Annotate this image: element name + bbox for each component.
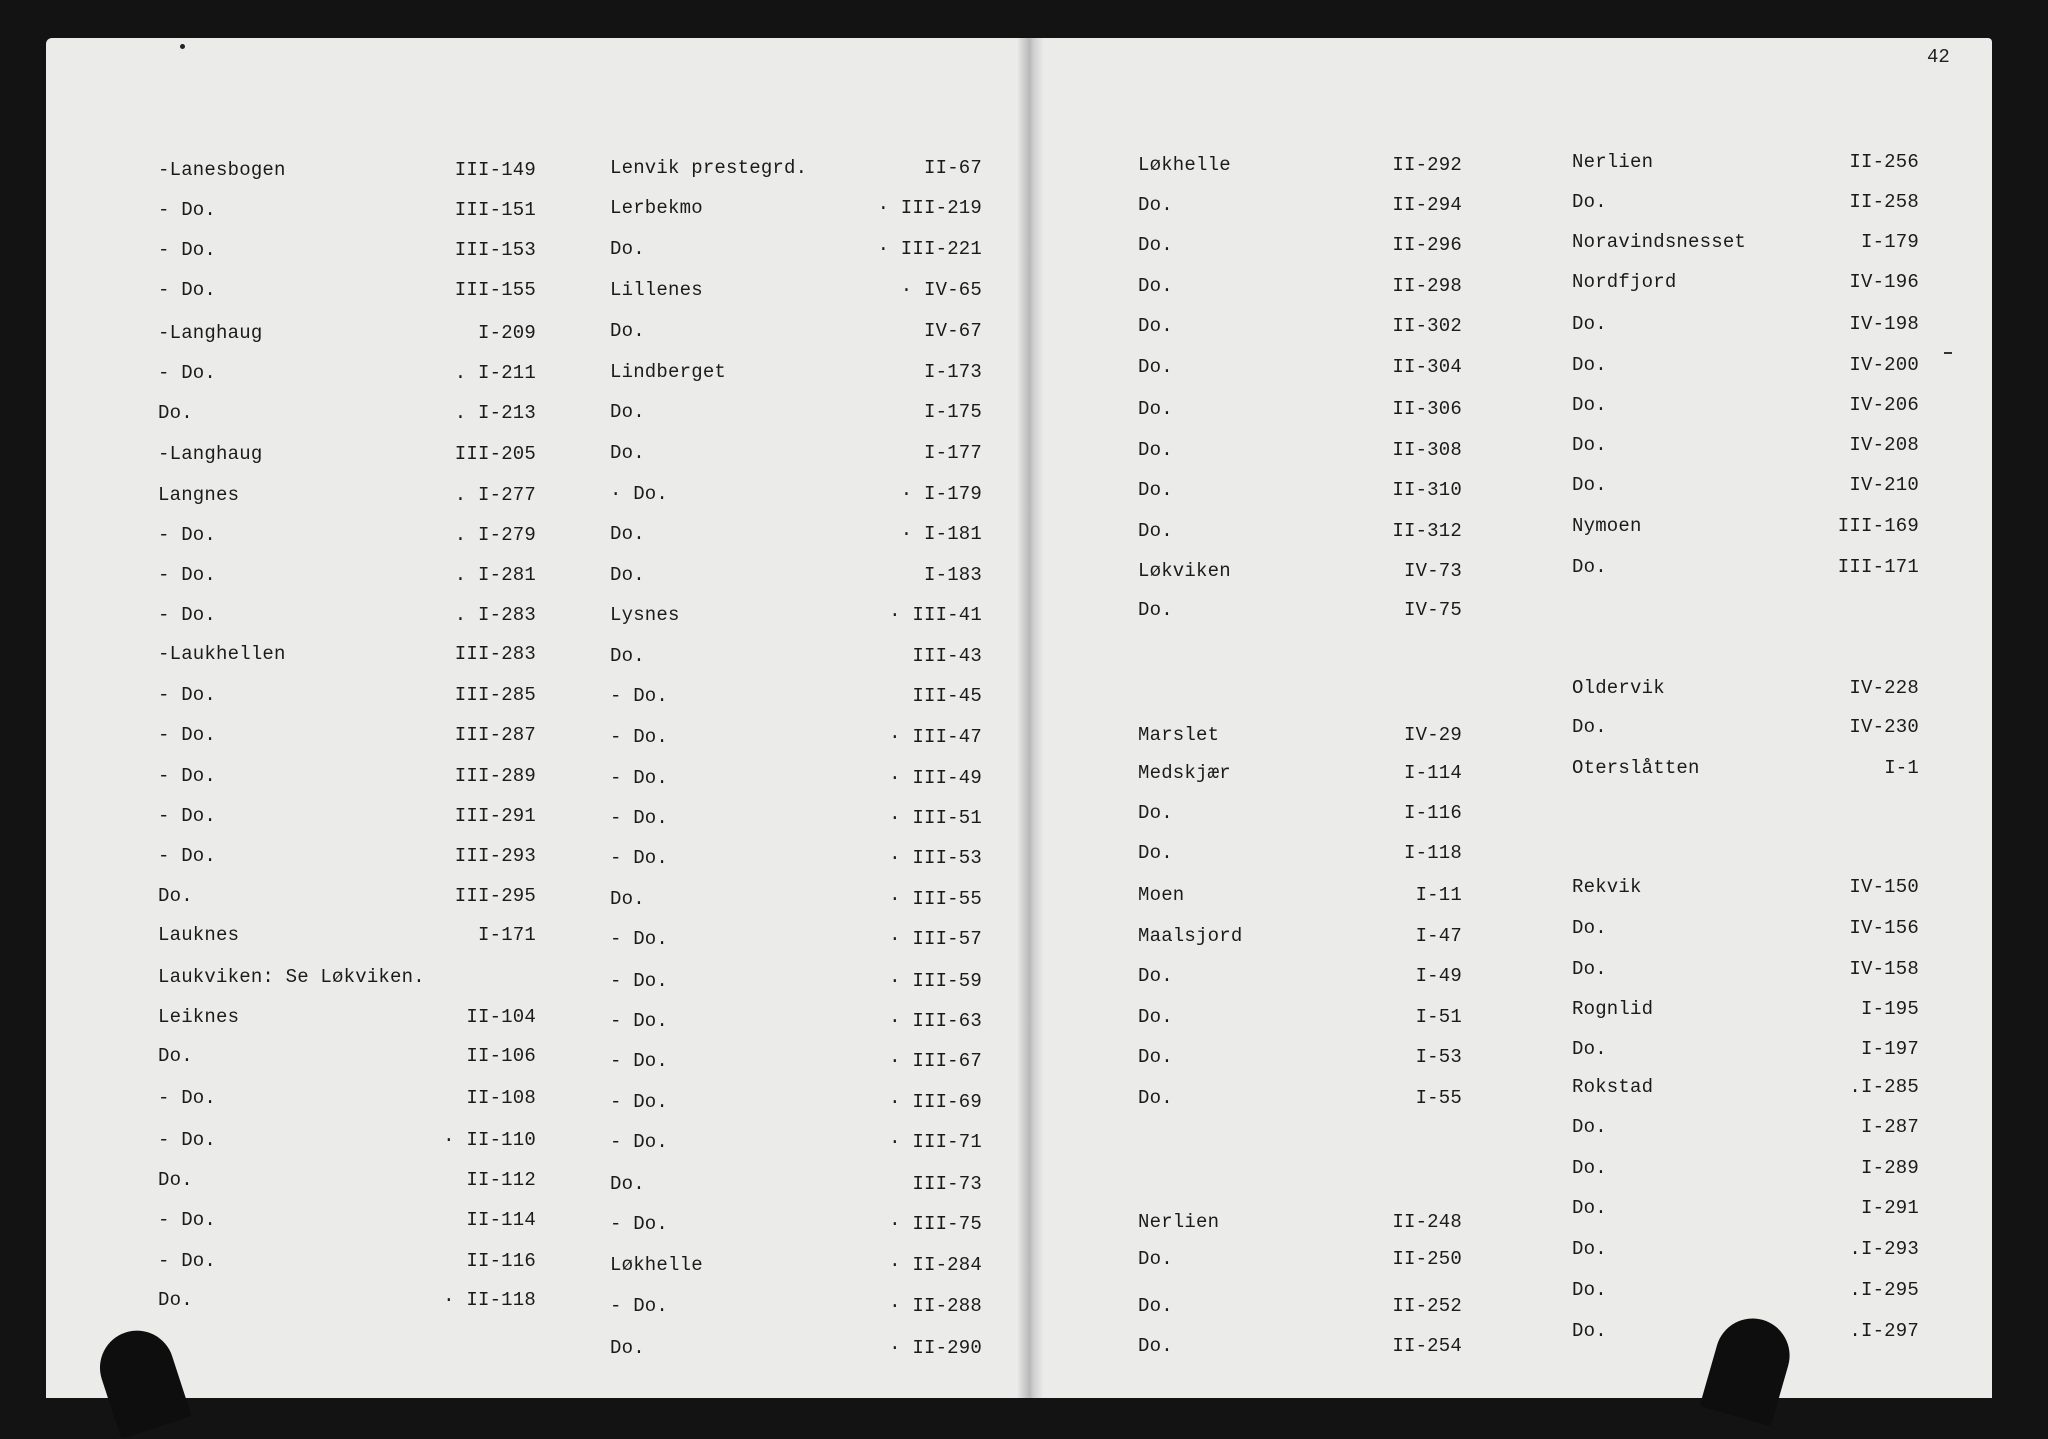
entry-name: Lindberget bbox=[610, 361, 727, 383]
entry-name: -Lanesbogen bbox=[158, 159, 286, 181]
entry-name: Do. bbox=[1138, 398, 1173, 420]
entry-reference: II-114 bbox=[466, 1209, 536, 1231]
entry-reference: · IV-65 bbox=[900, 279, 982, 301]
entry-reference: III-287 bbox=[454, 724, 536, 746]
entry-name: - Do. bbox=[158, 845, 217, 867]
entry-reference: · III-221 bbox=[877, 238, 982, 260]
entry-reference: II-104 bbox=[466, 1006, 536, 1028]
entry-name: Do. bbox=[158, 1169, 193, 1191]
entry-name: - Do. bbox=[610, 847, 669, 869]
entry-name: Do. bbox=[1138, 1046, 1173, 1068]
entry-reference: · III-71 bbox=[889, 1131, 982, 1153]
entry-name: Do. bbox=[158, 885, 193, 907]
entry-reference: · I-179 bbox=[900, 483, 982, 505]
entry-name: Moen bbox=[1138, 884, 1185, 906]
entry-reference: .I-295 bbox=[1849, 1279, 1919, 1301]
entry-name: Lauknes bbox=[158, 924, 240, 946]
entry-reference: . I-279 bbox=[454, 524, 536, 546]
entry-name: - Do. bbox=[158, 805, 217, 827]
entry-name: Lenvik prestegrd. bbox=[610, 157, 808, 179]
entry-name: Do. bbox=[610, 238, 645, 260]
entry-name: Do. bbox=[610, 645, 645, 667]
entry-reference: IV-158 bbox=[1849, 958, 1919, 980]
entry-reference: III-171 bbox=[1837, 556, 1919, 578]
entry-name: Lerbekmo bbox=[610, 197, 703, 219]
entry-name: Do. bbox=[1572, 474, 1607, 496]
entry-reference: II-292 bbox=[1392, 154, 1462, 176]
entry-reference: I-291 bbox=[1860, 1197, 1919, 1219]
entry-name: Do. bbox=[610, 888, 645, 910]
entry-reference: IV-196 bbox=[1849, 271, 1919, 293]
entry-reference: IV-75 bbox=[1403, 599, 1462, 621]
entry-reference: · III-59 bbox=[889, 970, 982, 992]
entry-name: Laukviken: Se Løkviken. bbox=[158, 966, 425, 988]
entry-name: Rokstad bbox=[1572, 1076, 1654, 1098]
entry-name: Do. bbox=[610, 401, 645, 423]
entry-name: - Do. bbox=[610, 1213, 669, 1235]
entry-name: - Do. bbox=[158, 279, 217, 301]
entry-reference: · III-75 bbox=[889, 1213, 982, 1235]
entry-reference: I-49 bbox=[1415, 965, 1462, 987]
entry-reference: I-183 bbox=[923, 564, 982, 586]
entry-reference: . I-211 bbox=[454, 362, 536, 384]
entry-name: Nymoen bbox=[1572, 515, 1642, 537]
entry-reference: IV-67 bbox=[923, 320, 982, 342]
entry-reference: · I-181 bbox=[900, 523, 982, 545]
entry-name: - Do. bbox=[610, 1131, 669, 1153]
entry-name: Do. bbox=[1572, 191, 1607, 213]
entry-name: Do. bbox=[610, 320, 645, 342]
entry-reference: .I-285 bbox=[1849, 1076, 1919, 1098]
entry-reference: II-302 bbox=[1392, 315, 1462, 337]
entry-reference: I-175 bbox=[923, 401, 982, 423]
entry-reference: III-73 bbox=[912, 1173, 982, 1195]
entry-reference: II-308 bbox=[1392, 439, 1462, 461]
entry-name: Do. bbox=[610, 442, 645, 464]
entry-reference: · II-110 bbox=[443, 1129, 536, 1151]
entry-name: Do. bbox=[610, 564, 645, 586]
entry-name: -Langhaug bbox=[158, 443, 263, 465]
entry-reference: III-289 bbox=[454, 765, 536, 787]
entry-reference: II-248 bbox=[1392, 1211, 1462, 1233]
entry-reference: · III-57 bbox=[889, 928, 982, 950]
entry-name: Lillenes bbox=[610, 279, 703, 301]
entry-name: Do. bbox=[1138, 1335, 1173, 1357]
entry-name: Nerlien bbox=[1138, 1211, 1220, 1233]
entry-name: Rognlid bbox=[1572, 998, 1654, 1020]
entry-name: - Do. bbox=[158, 524, 217, 546]
book-gutter bbox=[1018, 38, 1044, 1398]
entry-name: Langnes bbox=[158, 484, 240, 506]
entry-name: - Do. bbox=[158, 1250, 217, 1272]
entry-reference: III-149 bbox=[454, 159, 536, 181]
entry-name: - Do. bbox=[158, 765, 217, 787]
entry-name: Do. bbox=[1138, 315, 1173, 337]
entry-reference: I-287 bbox=[1860, 1116, 1919, 1138]
entry-reference: · III-49 bbox=[889, 767, 982, 789]
entry-reference: IV-206 bbox=[1849, 394, 1919, 416]
entry-reference: I-51 bbox=[1415, 1006, 1462, 1028]
entry-reference: II-108 bbox=[466, 1087, 536, 1109]
entry-reference: II-296 bbox=[1392, 234, 1462, 256]
entry-reference: · II-290 bbox=[889, 1337, 982, 1359]
entry-reference: I-53 bbox=[1415, 1046, 1462, 1068]
entry-reference: II-112 bbox=[466, 1169, 536, 1191]
entry-name: Do. bbox=[1572, 1279, 1607, 1301]
entry-name: Do. bbox=[1572, 1038, 1607, 1060]
entry-name: -Laukhellen bbox=[158, 643, 286, 665]
entry-reference: IV-150 bbox=[1849, 876, 1919, 898]
entry-name: Medskjær bbox=[1138, 762, 1231, 784]
entry-reference: . I-213 bbox=[454, 402, 536, 424]
entry-name: - Do. bbox=[158, 1209, 217, 1231]
ink-dot bbox=[180, 44, 185, 49]
entry-reference: II-312 bbox=[1392, 520, 1462, 542]
entry-reference: III-295 bbox=[454, 885, 536, 907]
entry-name: Do. bbox=[1138, 1295, 1173, 1317]
entry-reference: · III-63 bbox=[889, 1010, 982, 1032]
entry-name: Do. bbox=[1138, 275, 1173, 297]
entry-reference: · III-41 bbox=[889, 604, 982, 626]
entry-reference: . I-277 bbox=[454, 484, 536, 506]
ink-dash bbox=[1944, 352, 1952, 354]
entry-reference: · III-53 bbox=[889, 847, 982, 869]
entry-name: Løkviken bbox=[1138, 560, 1231, 582]
entry-name: - Do. bbox=[610, 1010, 669, 1032]
entry-name: - Do. bbox=[158, 684, 217, 706]
entry-reference: · III-219 bbox=[877, 197, 982, 219]
entry-name: Do. bbox=[1138, 1087, 1173, 1109]
entry-reference: I-11 bbox=[1415, 884, 1462, 906]
entry-reference: II-116 bbox=[466, 1250, 536, 1272]
entry-reference: IV-228 bbox=[1849, 677, 1919, 699]
entry-reference: .I-293 bbox=[1849, 1238, 1919, 1260]
entry-name: Maalsjord bbox=[1138, 925, 1243, 947]
entry-name: Do. bbox=[1572, 1116, 1607, 1138]
entry-reference: I-1 bbox=[1884, 757, 1919, 779]
entry-name: - Do. bbox=[158, 239, 217, 261]
entry-name: Lysnes bbox=[610, 604, 680, 626]
entry-reference: I-55 bbox=[1415, 1087, 1462, 1109]
entry-reference: I-195 bbox=[1860, 998, 1919, 1020]
entry-reference: III-283 bbox=[454, 643, 536, 665]
entry-name: Do. bbox=[1138, 479, 1173, 501]
entry-reference: . I-283 bbox=[454, 604, 536, 626]
entry-name: Do. bbox=[1572, 958, 1607, 980]
entry-name: - Do. bbox=[610, 1091, 669, 1113]
entry-name: Do. bbox=[1572, 1157, 1607, 1179]
entry-name: - Do. bbox=[158, 362, 217, 384]
entry-name: Do. bbox=[1138, 520, 1173, 542]
entry-name: Nerlien bbox=[1572, 151, 1654, 173]
entry-reference: II-306 bbox=[1392, 398, 1462, 420]
entry-name: Do. bbox=[1138, 194, 1173, 216]
entry-reference: · II-118 bbox=[443, 1289, 536, 1311]
entry-reference: · II-288 bbox=[889, 1295, 982, 1317]
entry-name: Do. bbox=[1572, 716, 1607, 738]
entry-reference: III-153 bbox=[454, 239, 536, 261]
entry-name: Do. bbox=[1572, 1320, 1607, 1342]
entry-name: - Do. bbox=[158, 564, 217, 586]
entry-reference: II-250 bbox=[1392, 1248, 1462, 1270]
entry-reference: · III-47 bbox=[889, 726, 982, 748]
entry-name: Marslet bbox=[1138, 724, 1220, 746]
entry-reference: I-114 bbox=[1403, 762, 1462, 784]
entry-reference: II-67 bbox=[923, 157, 982, 179]
entry-name: - Do. bbox=[158, 199, 217, 221]
entry-reference: I-289 bbox=[1860, 1157, 1919, 1179]
entry-name: Do. bbox=[1572, 556, 1607, 578]
entry-name: Do. bbox=[158, 1289, 193, 1311]
entry-name: - Do. bbox=[610, 928, 669, 950]
entry-name: -Langhaug bbox=[158, 322, 263, 344]
entry-name: Do. bbox=[610, 1337, 645, 1359]
entry-reference: I-47 bbox=[1415, 925, 1462, 947]
entry-reference: I-171 bbox=[477, 924, 536, 946]
entry-name: Do. bbox=[1138, 356, 1173, 378]
entry-name: Leiknes bbox=[158, 1006, 240, 1028]
entry-name: Rekvik bbox=[1572, 876, 1642, 898]
entry-reference: II-258 bbox=[1849, 191, 1919, 213]
entry-reference: IV-156 bbox=[1849, 917, 1919, 939]
page-number: 42 bbox=[1927, 46, 1950, 68]
entry-reference: I-116 bbox=[1403, 802, 1462, 824]
entry-name: Do. bbox=[1138, 802, 1173, 824]
entry-name: - Do. bbox=[610, 767, 669, 789]
entry-reference: IV-198 bbox=[1849, 313, 1919, 335]
entry-name: - Do. bbox=[158, 604, 217, 626]
entry-reference: III-169 bbox=[1837, 515, 1919, 537]
entry-reference: I-173 bbox=[923, 361, 982, 383]
entry-reference: · III-69 bbox=[889, 1091, 982, 1113]
entry-name: Løkhelle bbox=[1138, 154, 1231, 176]
entry-reference: · III-51 bbox=[889, 807, 982, 829]
entry-reference: III-205 bbox=[454, 443, 536, 465]
entry-reference: III-45 bbox=[912, 685, 982, 707]
entry-name: - Do. bbox=[610, 685, 669, 707]
entry-reference: . I-281 bbox=[454, 564, 536, 586]
entry-name: - Do. bbox=[158, 724, 217, 746]
entry-name: - Do. bbox=[610, 1050, 669, 1072]
entry-name: Do. bbox=[1138, 842, 1173, 864]
entry-name: Do. bbox=[1572, 354, 1607, 376]
entry-reference: I-118 bbox=[1403, 842, 1462, 864]
entry-name: - Do. bbox=[610, 807, 669, 829]
entry-name: Do. bbox=[1138, 599, 1173, 621]
entry-name: Oldervik bbox=[1572, 677, 1665, 699]
entry-name: Oterslåtten bbox=[1572, 757, 1700, 779]
entry-name: Do. bbox=[158, 402, 193, 424]
entry-reference: II-310 bbox=[1392, 479, 1462, 501]
entry-reference: I-179 bbox=[1860, 231, 1919, 253]
entry-name: Do. bbox=[1138, 234, 1173, 256]
entry-reference: III-285 bbox=[454, 684, 536, 706]
entry-name: - Do. bbox=[158, 1087, 217, 1109]
entry-name: Noravindsnesset bbox=[1572, 231, 1747, 253]
entry-name: Do. bbox=[1572, 917, 1607, 939]
entry-reference: II-304 bbox=[1392, 356, 1462, 378]
entry-name: Do. bbox=[1572, 1197, 1607, 1219]
entry-reference: IV-29 bbox=[1403, 724, 1462, 746]
entry-name: - Do. bbox=[158, 1129, 217, 1151]
entry-name: Do. bbox=[1572, 434, 1607, 456]
entry-name: - Do. bbox=[610, 1295, 669, 1317]
entry-name: Nordfjord bbox=[1572, 271, 1677, 293]
entry-name: Do. bbox=[610, 523, 645, 545]
entry-reference: III-293 bbox=[454, 845, 536, 867]
entry-name: Do. bbox=[1138, 965, 1173, 987]
entry-reference: II-252 bbox=[1392, 1295, 1462, 1317]
entry-reference: IV-210 bbox=[1849, 474, 1919, 496]
entry-reference: II-254 bbox=[1392, 1335, 1462, 1357]
entry-name: Do. bbox=[1138, 1006, 1173, 1028]
entry-reference: II-106 bbox=[466, 1045, 536, 1067]
entry-reference: II-294 bbox=[1392, 194, 1462, 216]
entry-name: Do. bbox=[158, 1045, 193, 1067]
right-page bbox=[1030, 38, 1992, 1398]
entry-name: Do. bbox=[1138, 439, 1173, 461]
entry-name: Do. bbox=[1572, 1238, 1607, 1260]
entry-reference: III-291 bbox=[454, 805, 536, 827]
entry-name: - Do. bbox=[610, 970, 669, 992]
entry-name: · Do. bbox=[610, 483, 669, 505]
entry-reference: · III-55 bbox=[889, 888, 982, 910]
entry-name: Løkhelle bbox=[610, 1254, 703, 1276]
entry-reference: IV-230 bbox=[1849, 716, 1919, 738]
entry-reference: III-155 bbox=[454, 279, 536, 301]
entry-reference: I-197 bbox=[1860, 1038, 1919, 1060]
entry-reference: II-256 bbox=[1849, 151, 1919, 173]
entry-name: - Do. bbox=[610, 726, 669, 748]
entry-reference: III-43 bbox=[912, 645, 982, 667]
entry-reference: IV-208 bbox=[1849, 434, 1919, 456]
entry-reference: I-209 bbox=[477, 322, 536, 344]
entry-reference: I-177 bbox=[923, 442, 982, 464]
entry-reference: III-151 bbox=[454, 199, 536, 221]
entry-name: Do. bbox=[1572, 313, 1607, 335]
entry-name: Do. bbox=[1138, 1248, 1173, 1270]
entry-reference: .I-297 bbox=[1849, 1320, 1919, 1342]
entry-name: Do. bbox=[610, 1173, 645, 1195]
entry-reference: IV-73 bbox=[1403, 560, 1462, 582]
entry-reference: · II-284 bbox=[889, 1254, 982, 1276]
entry-reference: · III-67 bbox=[889, 1050, 982, 1072]
entry-reference: II-298 bbox=[1392, 275, 1462, 297]
entry-reference: IV-200 bbox=[1849, 354, 1919, 376]
entry-name: Do. bbox=[1572, 394, 1607, 416]
